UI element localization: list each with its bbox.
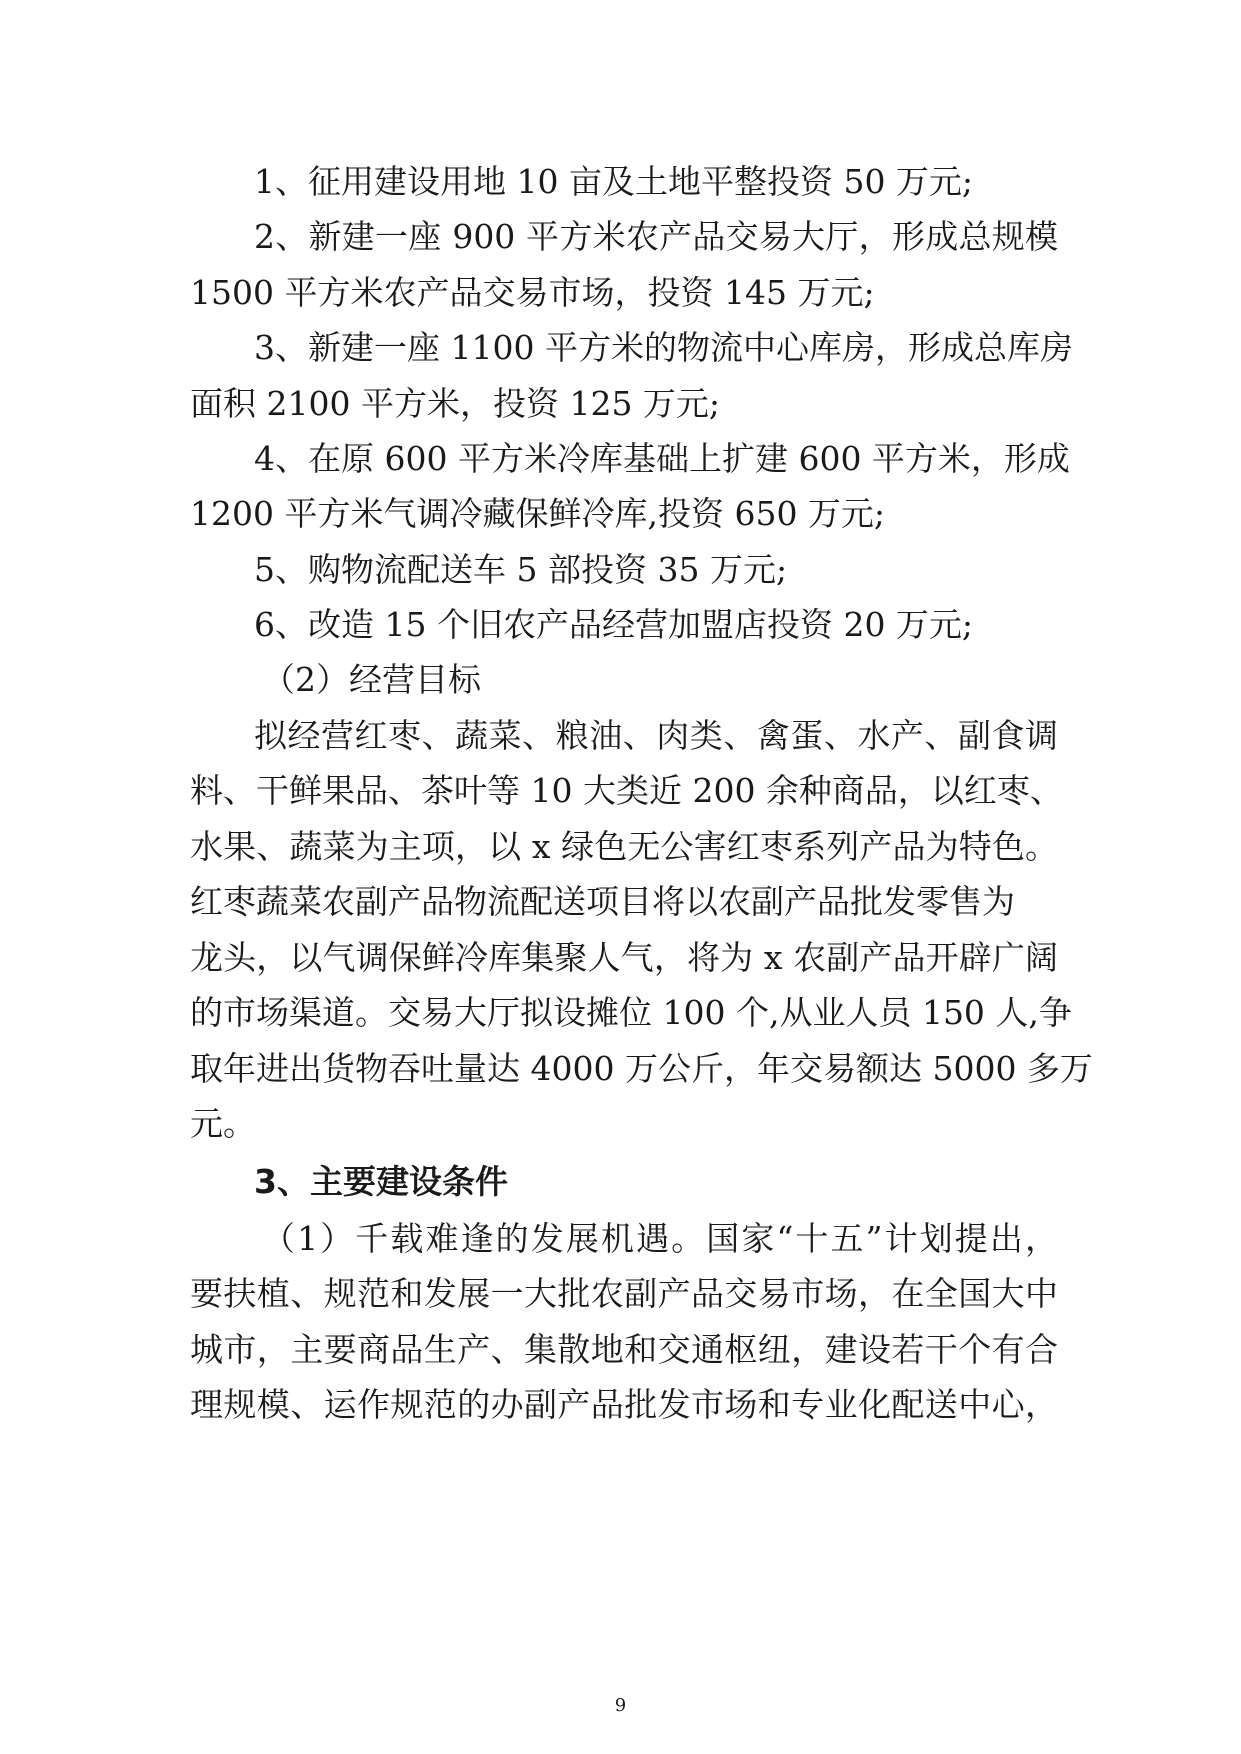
item-3-line-2: 面积 2100 平方米，投资 125 万元; [190, 384, 721, 423]
paragraph-2-line-4: 红枣蔬菜农副产品物流配送项目将以农副产品批发零售为 [190, 882, 1015, 921]
paragraph-3-line-4: 理规模、运作规范的办副产品批发市场和专业化配送中心， [190, 1385, 1058, 1424]
paragraph-2-line-2: 料、干鲜果品、茶叶等 10 大类近 200 余种商品，以红枣、 [190, 771, 1063, 810]
paragraph-2-line-1: 拟经营红枣、蔬菜、粮油、肉类、禽蛋、水产、副食调 [254, 716, 1058, 755]
item-6-line-1: 6、改造 15 个旧农产品经营加盟店投资 20 万元; [254, 605, 974, 644]
paragraph-2-line-3: 水果、蔬菜为主项，以 x 绿色无公害红枣系列产品为特色。 [190, 827, 1058, 866]
paragraph-3-line-3: 城市，主要商品生产、集散地和交通枢纽，建设若干个有合 [190, 1330, 1058, 1369]
paragraph-2-line-8: 元。 [190, 1104, 256, 1143]
paragraph-3-line-1: （1）千载难逢的发展机遇。国家“十五”计划提出， [262, 1219, 1058, 1258]
item-1-line-1: 1、征用建设用地 10 亩及土地平整投资 50 万元; [254, 162, 974, 201]
item-5-line-1: 5、购物流配送车 5 部投资 35 万元; [254, 550, 788, 589]
section-3-heading: 3、主要建设条件 [254, 1162, 508, 1201]
item-2-line-1: 2、新建一座 900 平方米农产品交易大厅，形成总规模 [254, 217, 1058, 256]
page-number: 9 [614, 1695, 627, 1716]
paragraph-2-line-7: 取年进出货物吞吐量达 4000 万公斤，年交易额达 5000 多万 [190, 1049, 1093, 1088]
item-2-line-2: 1500 平方米农产品交易市场，投资 145 万元; [190, 273, 875, 312]
paragraph-2-line-6: 的市场渠道。交易大厅拟设摊位 100 个,从业人员 150 人,争 [190, 993, 1072, 1032]
item-4-line-1: 4、在原 600 平方米冷库基础上扩建 600 平方米，形成 [254, 439, 1070, 478]
item-3-line-1: 3、新建一座 1100 平方米的物流中心库房，形成总库房 [254, 328, 1073, 367]
subheading-business-goals: （2）经营目标 [262, 660, 481, 699]
paragraph-3-line-2: 要扶植、规范和发展一大批农副产品交易市场，在全国大中 [190, 1274, 1058, 1313]
paragraph-2-line-5: 龙头，以气调保鲜冷库集聚人气，将为 x 农副产品开辟广阔 [190, 938, 1058, 977]
item-4-line-2: 1200 平方米气调冷藏保鲜冷库,投资 650 万元; [190, 494, 886, 533]
